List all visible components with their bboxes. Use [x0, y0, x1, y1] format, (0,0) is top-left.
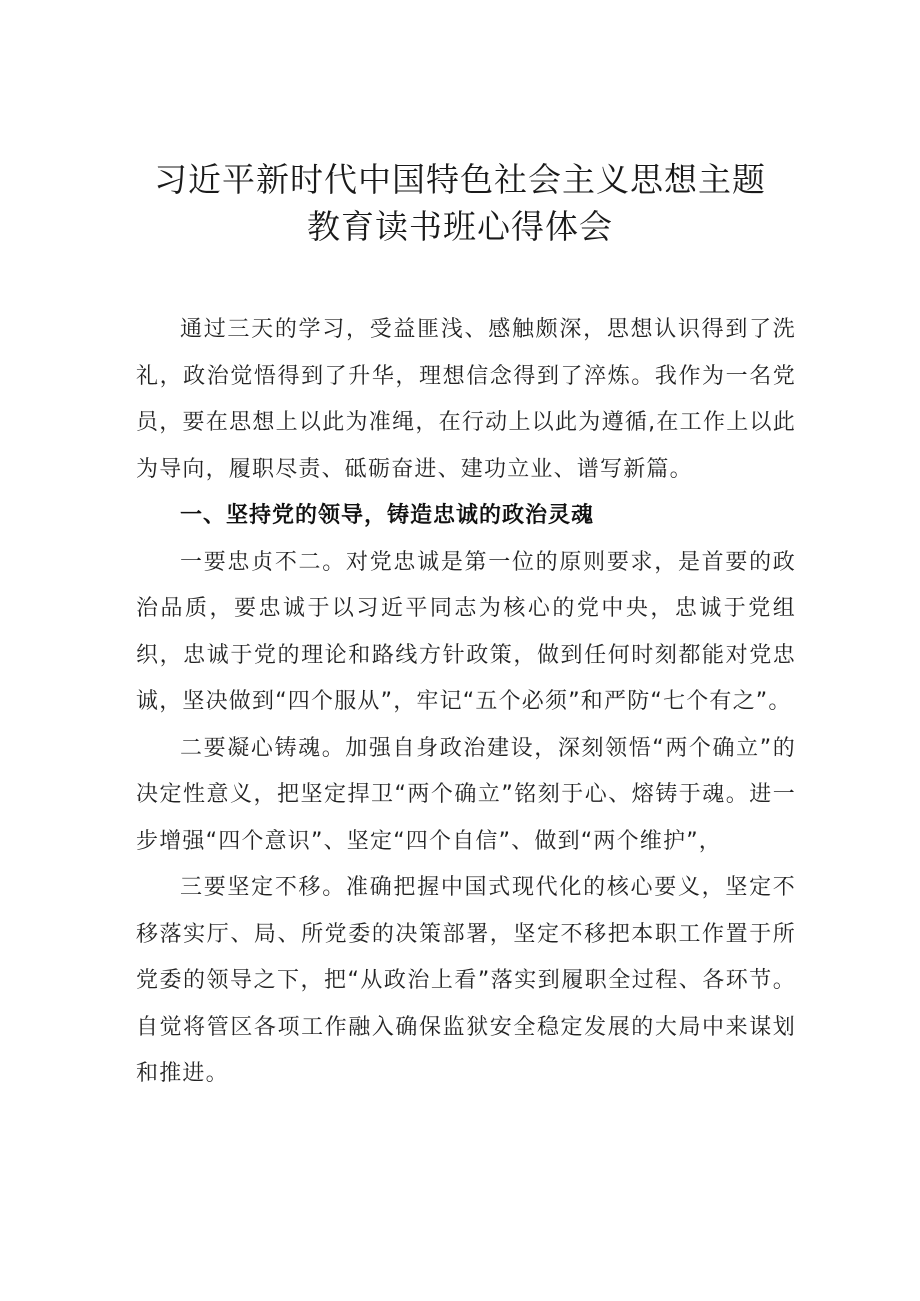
paragraph-3: 三要坚定不移。准确把握中国式现代化的核心要义，坚定不移落实厅、局、所党委的决策部署，坚定不移把本职工作置于所党委的领导之下，把“从政治上看”落实到履职全过程、各环节。自觉将管区各项工作融入确保监狱安全稳定发展的大局中来谋划和推进。 — [136, 875, 796, 1086]
title-line-1: 习近平新时代中国特色社会主义思想主题 — [154, 160, 766, 199]
intro-paragraph: 通过三天的学习，受益匪浅、感触颇深，思想认识得到了洗礼，政治觉悟得到了升华，理想信念得到了淬炼。我作为一名党员，要在思想上以此为准绳，在行动上以此为遵循,在工作上以此为导向，履职尽责、砥砺奋进、建功立业、谱写新篇。 — [136, 317, 796, 482]
paragraph-1: 一要忠贞不二。对党忠诚是第一位的原则要求，是首要的政治品质，要忠诚于以习近平同志为核心的党中央，忠诚于党组织，忠诚于党的理论和路线方针政策，做到任何时刻都能对党忠诚，坚决做到“四个服从”，牢记“五个必须”和严防“七个有之”。 — [136, 549, 796, 714]
section-heading-1: 一、坚持党的领导，铸造忠诚的政治灵魂 — [180, 503, 595, 528]
document-body — [136, 307, 796, 1098]
document-title — [0, 156, 920, 250]
title-line-2: 教育读书班心得体会 — [307, 207, 613, 246]
paragraph-2: 二要凝心铸魂。加强自身政治建设，深刻领悟“两个确立”的决定性意义，把坚定捍卫“两个确立”铭刻于心、熔铸于魂。进一步增强“四个意识”、坚定“四个自信”、做到“两个维护”， — [136, 735, 796, 854]
